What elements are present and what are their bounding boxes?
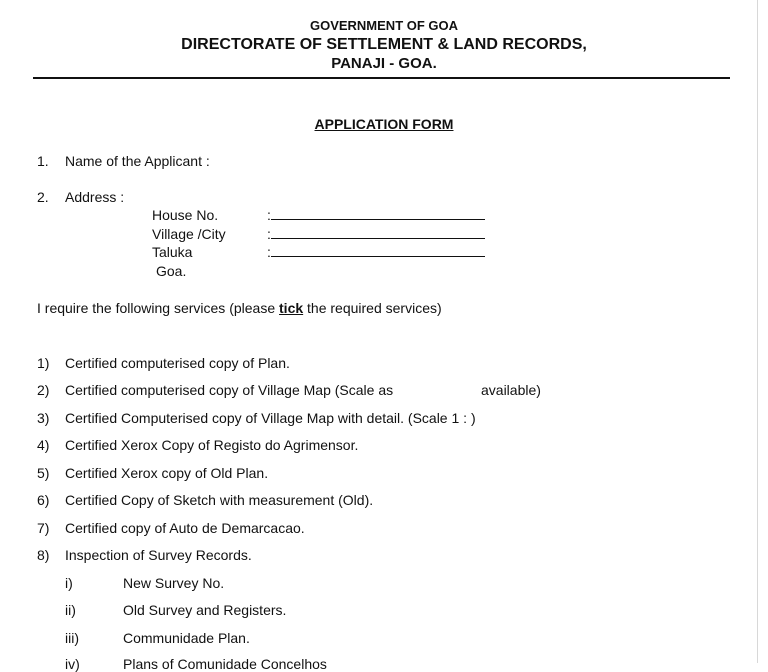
field-name-label: Name of the Applicant : — [65, 153, 210, 169]
service-item: Certified Computerised copy of Village Map with detail. (Scale 1 : ) — [65, 410, 476, 426]
field-name-number: 1. — [37, 153, 49, 169]
sub-service-item: Plans of Comunidade Concelhos — [123, 656, 327, 672]
sub-service-item: Communidade Plan. — [123, 630, 250, 646]
colon: : — [267, 226, 271, 242]
service-item: Certified Copy of Sketch with measurement (Old). — [65, 492, 374, 508]
intro-emphasis: tick — [279, 300, 304, 316]
village-label: Village /City — [152, 226, 226, 242]
state-label: Goa. — [156, 263, 187, 279]
sub-service-number: iv) — [65, 656, 80, 672]
sub-service-item: Old Survey and Registers. — [123, 602, 287, 618]
sub-service-number: i) — [65, 575, 73, 591]
field-address-label: Address : — [65, 189, 125, 205]
services-intro — [37, 300, 442, 316]
taluka-field[interactable] — [267, 244, 485, 260]
sub-service-number: iii) — [65, 630, 79, 646]
service-item-extra: available) — [481, 382, 541, 398]
service-number: 3) — [37, 410, 50, 426]
house-no-label: House No. — [152, 207, 219, 223]
village-field[interactable] — [267, 226, 485, 242]
form-title: APPLICATION FORM — [314, 116, 454, 132]
service-number: 6) — [37, 492, 50, 508]
service-item: Certified Xerox Copy of Registo do Agrimensor. — [65, 437, 359, 453]
intro-text: I require the following services (please — [37, 300, 280, 316]
service-number: 7) — [37, 520, 50, 536]
colon: : — [267, 244, 271, 260]
service-number: 8) — [37, 547, 50, 563]
header-government: GOVERNMENT OF GOA — [309, 18, 459, 33]
page-edge — [757, 0, 758, 663]
service-item: Certified Xerox copy of Old Plan. — [65, 465, 269, 481]
service-number: 2) — [37, 382, 50, 398]
field-address-number: 2. — [37, 189, 49, 205]
intro-text: the required services) — [303, 300, 442, 316]
service-item: Inspection of Survey Records. — [65, 547, 252, 563]
sub-service-item: New Survey No. — [123, 575, 225, 591]
service-item: Certified computerised copy of Plan. — [65, 355, 290, 371]
service-item: Certified computerised copy of Village Map (Scale as — [65, 382, 394, 398]
header-directorate: DIRECTORATE OF SETTLEMENT & LAND RECORDS, — [181, 36, 587, 53]
taluka-label: Taluka — [152, 244, 193, 260]
service-item: Certified copy of Auto de Demarcacao. — [65, 520, 305, 536]
header-location: PANAJI - GOA. — [331, 55, 437, 72]
house-no-field[interactable] — [267, 207, 485, 223]
service-number: 5) — [37, 465, 50, 481]
header-divider — [33, 77, 730, 79]
sub-service-number: ii) — [65, 602, 76, 618]
service-number: 4) — [37, 437, 50, 453]
service-number: 1) — [37, 355, 50, 371]
colon: : — [267, 207, 271, 223]
